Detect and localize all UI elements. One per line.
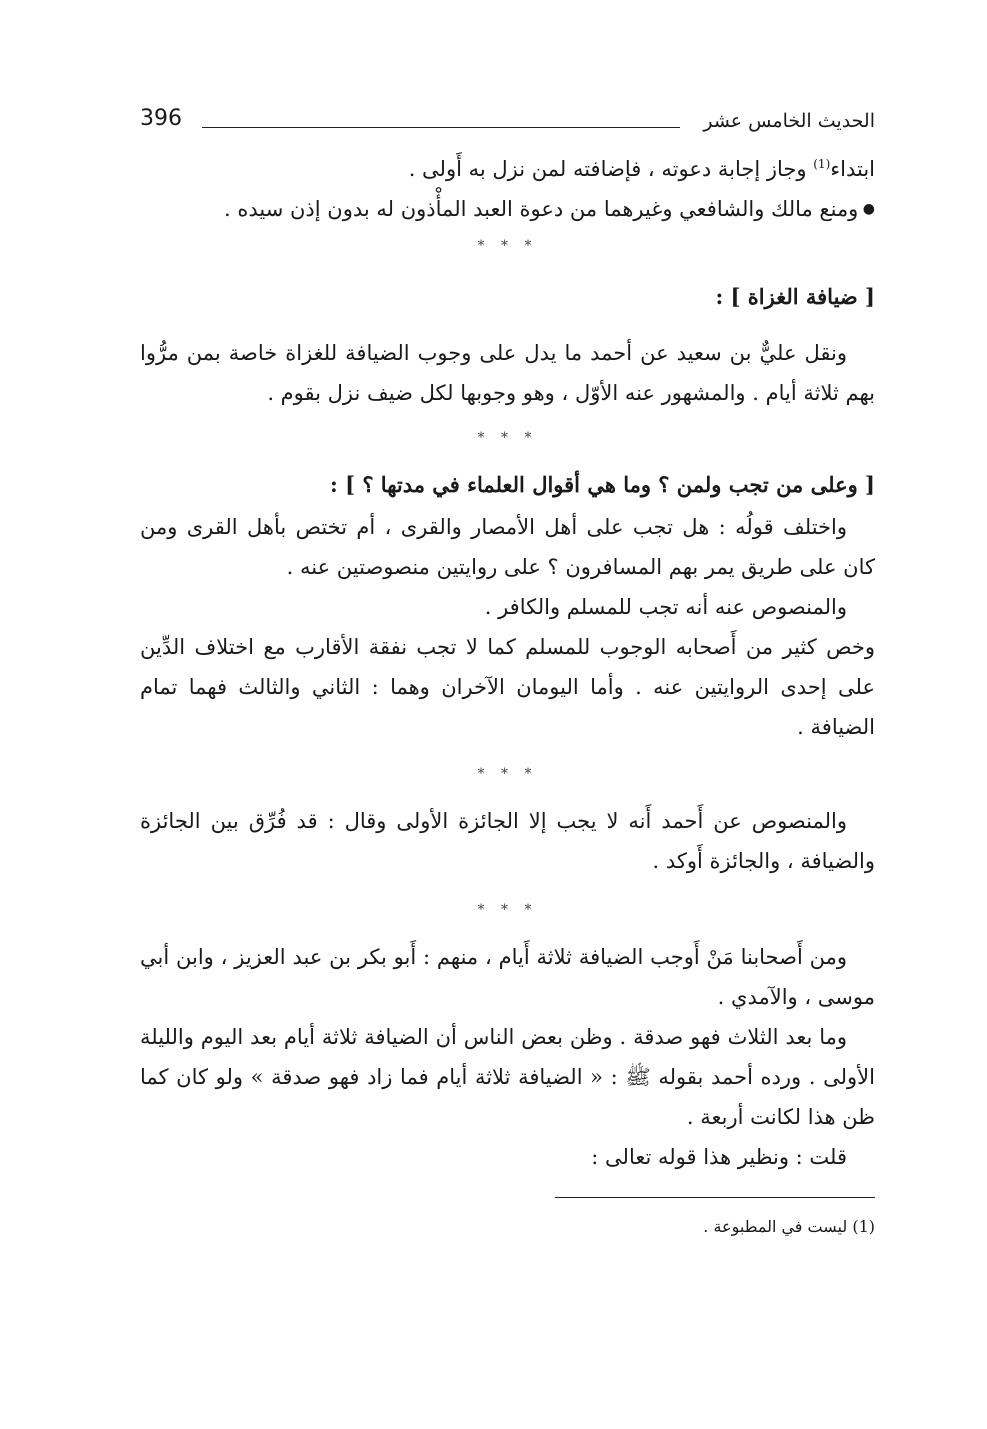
separator-1: * * * (477, 238, 538, 254)
paragraph-3: ونقل عليٌّ بن سعيد عن أحمد ما يدل على وجوب الضيافة للغزاة خاصة بمن مرُّوا بهم ثلاثة أيام . والمشهور عنه الأوّل ، وهو وجوبها لكل ضيف نزل بقوم . (140, 341, 875, 405)
separator-2: * * * (477, 430, 538, 446)
paragraph-5: والمنصوص عنه أنه تجب للمسلم والكافر . (484, 595, 847, 619)
heading-who-obligated: [ وعلى من تجب ولمن ؟ وما هي أقوال العلماء في مدتها ؟ ] : (330, 472, 875, 497)
footnote-ref: (1) (813, 157, 831, 171)
paragraph-10: قلت : ونظير هذا قوله تعالى : (591, 1145, 847, 1169)
paragraph-8: ومن أَصحابنا مَنْ أَوجب الضيافة ثلاثة أَيام ، منهم : أَبو بكر بن عبد العزيز ، وابن أبي موسى ، والآمدي . (140, 945, 875, 1009)
footnote: (1) ليست في المطبوعة . (703, 1217, 875, 1236)
paragraph-4: واختلف قولُه : هل تجب على أهل الأمصار والقرى ، أم تختص بأهل القرى ومن كان على طريق يمر بهم المسافرون ؟ على روايتين منصوصتين عنه . (140, 515, 875, 579)
running-title: الحديث الخامس عشر (703, 110, 875, 132)
paragraph-1: ابتداء$^{(1)}$ وجاز إجابة دعوته ، فإضافته لمن نزل به أَولى . (408, 157, 875, 181)
separator-4: * * * (477, 902, 538, 918)
paragraph-6: وخص كثير من أَصحابه الوجوب للمسلم كما لا تجب نفقة الأقارب مع اختلاف الدِّين على إحدى الروايتين عنه . وأما اليومان الآخران وهما : الثاني والثالث فهما تمام الضيافة . (140, 635, 875, 739)
header-rule (202, 127, 680, 128)
page-header (140, 98, 875, 148)
separator-3: * * * (477, 766, 538, 782)
page (140, 98, 875, 1242)
footnote-rule (555, 1197, 875, 1198)
page-number: 396 (140, 106, 182, 131)
heading-hospitality-raiders: [ ضيافة الغزاة ] : (715, 284, 875, 309)
paragraph-2: ● ومنع مالك والشافعي وغيرهما من دعوة العبد المأْذون له بدون إذن سيده . (140, 189, 875, 229)
paragraph-7: والمنصوص عن أَحمد أَنه لا يجب إلا الجائزة الأولى وقال : قد فُرِّق بين الجائزة والضيافة ، والجائزة أَوكد . (140, 809, 875, 873)
paragraph-9: وما بعد الثلاث فهو صدقة . وظن بعض الناس أن الضيافة ثلاثة أيام بعد اليوم والليلة الأولى . ورده أحمد بقوله ﷺ : « الضيافة ثلاثة أيام فما زاد فهو صدقة » ولو كان كما ظن هذا لكانت أربعة . (140, 1025, 875, 1129)
